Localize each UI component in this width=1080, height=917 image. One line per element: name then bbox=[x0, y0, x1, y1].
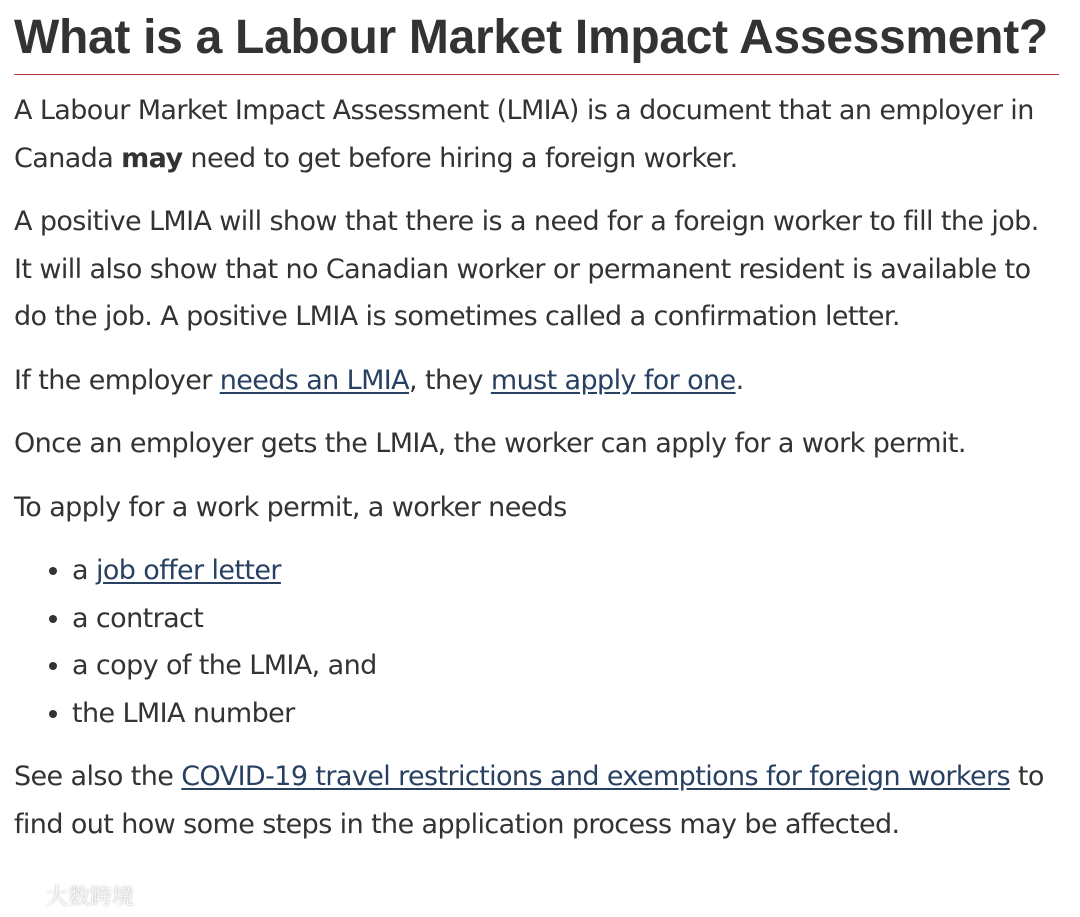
watermark-text: 大数跨境 bbox=[46, 885, 135, 910]
main-content bbox=[14, 0, 1059, 848]
intro-emphasis: may bbox=[121, 142, 183, 174]
list-item bbox=[72, 547, 1059, 595]
intro-paragraph bbox=[14, 87, 1059, 182]
requirements-intro: To apply for a work permit, a worker needs bbox=[14, 491, 567, 523]
apply-text-middle: , they bbox=[409, 364, 491, 396]
requirements-list bbox=[14, 547, 1059, 737]
list-item: • a contract bbox=[72, 595, 1059, 643]
list-item: • the LMIA number bbox=[72, 690, 1059, 738]
see-also-text-end: to find out how some steps in the application process may be affected. bbox=[14, 761, 1044, 840]
watermark-logo-icon bbox=[14, 885, 40, 907]
list-item-prefix: a bbox=[72, 555, 96, 586]
must-apply-for-one-link[interactable]: must apply for one bbox=[490, 364, 736, 396]
covid-restrictions-link[interactable]: COVID-19 travel restrictions and exemptions for foreign workers bbox=[181, 761, 1010, 792]
job-offer-letter-link[interactable]: job offer letter bbox=[95, 555, 281, 586]
positive-lmia-paragraph: A positive LMIA will show that there is a need for a foreign worker to fill the job. It will also show that no Canadian worker or permanent resident is available to do the job. A positive LMIA is sometimes called a confirmation letter. bbox=[14, 206, 1039, 332]
apply-text-start: If the employer bbox=[14, 364, 220, 396]
see-also-text-start: See also the bbox=[14, 761, 182, 792]
intro-text-start: A Labour Market Impact Assessment (LMIA) is a document that an employer in Canada bbox=[14, 95, 1034, 174]
apply-text-end: . bbox=[735, 364, 744, 396]
work-permit-paragraph: Once an employer gets the LMIA, the worker can apply for a work permit. bbox=[14, 428, 966, 459]
intro-text-end: need to get before hiring a foreign worker. bbox=[182, 142, 738, 174]
watermark bbox=[14, 880, 134, 911]
needs-an-lmia-link[interactable]: needs an LMIA bbox=[219, 364, 410, 396]
page-title: What is a Labour Market Impact Assessment? bbox=[14, 10, 1059, 75]
list-item: • a copy of the LMIA, and bbox=[72, 642, 1059, 690]
apply-paragraph bbox=[14, 357, 1059, 405]
see-also-paragraph bbox=[14, 753, 1059, 848]
